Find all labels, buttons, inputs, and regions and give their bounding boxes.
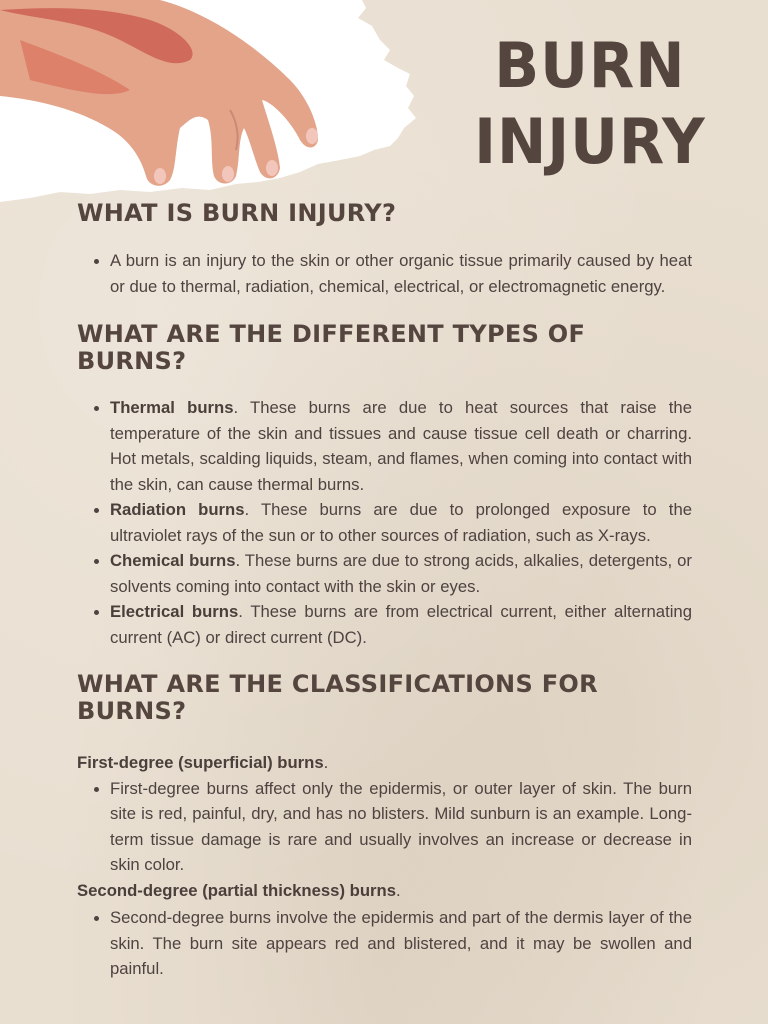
term-radiation: Radiation burns <box>110 500 245 519</box>
what-is-list <box>77 248 692 299</box>
second-degree-list <box>77 905 692 982</box>
title-line-2: INJURY <box>474 105 706 178</box>
list-item-radiation: Radiation burns. These burns are due to prolonged exposure to the ultraviolet rays of the sun or to other sources of radiation, such as X-rays. <box>110 497 692 548</box>
first-degree-label: First-degree (superficial) burns. <box>77 753 329 772</box>
term-chemical: Chemical burns <box>110 551 236 570</box>
types-list <box>77 395 692 650</box>
list-item-thermal: Thermal burns. These burns are due to heat sources that raise the temperature of the skin and tissues and cause tissue cell death or charring. Hot metals, scalding liquids, steam, and flames, when coming into contact with the skin, can cause thermal burns. <box>110 395 692 497</box>
list-item: A burn is an injury to the skin or other organic tissue primarily caused by heat or due to thermal, radiation, chemical, electrical, or electromagnetic energy. <box>110 248 692 299</box>
term-thermal: Thermal burns <box>110 398 234 417</box>
term-electrical: Electrical burns <box>110 602 239 621</box>
list-item: Second-degree burns involve the epidermis and part of the dermis layer of the skin. The burn site appears red and blistered, and it may be swollen and painful. <box>110 905 692 982</box>
burned-hand-image <box>0 0 420 205</box>
list-item-electrical: Electrical burns. These burns are from electrical current, either alternating current (AC) or direct current (DC). <box>110 599 692 650</box>
document-body <box>77 200 692 982</box>
list-item-chemical: Chemical burns. These burns are due to strong acids, alkalies, detergents, or solvents coming into contact with the skin or eyes. <box>110 548 692 599</box>
heading-classifications: WHAT ARE THE CLASSIFICATIONS FOR BURNS? <box>77 670 598 725</box>
second-degree-label: Second-degree (partial thickness) burns. <box>77 880 401 900</box>
first-degree-list <box>77 776 692 878</box>
heading-types: WHAT ARE THE DIFFERENT TYPES OF BURNS? <box>77 320 586 375</box>
list-item: First-degree burns affect only the epidermis, or outer layer of skin. The burn site is red, painful, dry, and has no blisters. Mild sunburn is an example. Long-term tissue damage is rare and usually involves an increase or decrease in skin color. <box>110 776 692 878</box>
page-title <box>475 28 706 180</box>
heading-what-is: WHAT IS BURN INJURY? <box>77 199 397 227</box>
title-line-1: BURN <box>494 29 686 102</box>
